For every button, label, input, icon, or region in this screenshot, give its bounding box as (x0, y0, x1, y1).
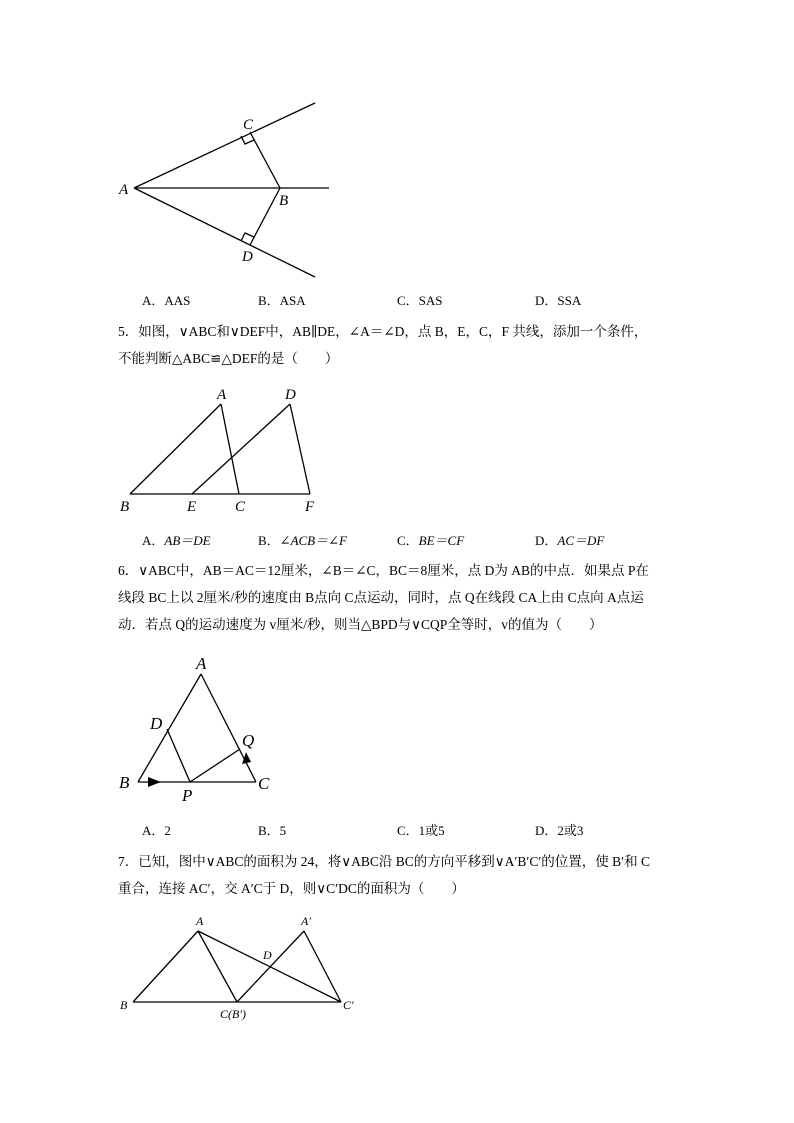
q4-figure (110, 95, 350, 285)
q6-arrow-bc-icon (148, 777, 161, 787)
q4-option-d[interactable]: D．SSA (535, 293, 582, 308)
q7-label-C-prime: C′ (343, 998, 354, 1012)
q6-label-B: B (119, 773, 130, 792)
q7-label-D: D (263, 948, 272, 962)
q5-option-c[interactable]: C．BE＝CF (397, 533, 465, 548)
q5-label-C: C (235, 499, 246, 515)
q7-label-A-prime: A′ (301, 914, 311, 928)
q6-label-P: P (182, 786, 193, 805)
q6-line-2: 线段 BC上以 2厘米/秒的速度由 B点向 C点运动，同时，点 Q在线段 CA上由 C点向 A点运 (118, 590, 644, 605)
q6-line-1: 6．∨ABC中，AB＝AC＝12厘米，∠B＝∠C，BC＝8厘米，点 D为 AB的中点．如果点 P在 (118, 563, 649, 578)
q5-label-B: B (120, 499, 130, 515)
q6-options (142, 820, 742, 840)
q6-line-3: 动．若点 Q的运动速度为 v厘米/秒，则当△BPD与∨CQP全等时，v的值为（ ） (118, 617, 603, 632)
q5-label-A: A (217, 387, 227, 403)
q6-stem (118, 557, 684, 638)
q5-option-b[interactable]: B．∠ACB＝∠F (258, 533, 347, 548)
q4-label-D: D (242, 249, 253, 265)
q4-option-a[interactable]: A．AAS (142, 293, 191, 308)
q4-option-c[interactable]: C．SAS (397, 293, 443, 308)
q6-label-Q: Q (242, 731, 255, 750)
q4-label-A: A (119, 182, 129, 198)
q7-figure (112, 910, 372, 1025)
q5-figure (110, 380, 340, 520)
q6-option-a[interactable]: A．2 (142, 823, 171, 838)
q7-line-1: 7．已知，图中∨ABC的面积为 24，将∨ABC沿 BC的方向平移到∨A′B′C′的位置，使 B′和 C (118, 854, 650, 869)
q5-options (142, 530, 742, 550)
q5-option-d[interactable]: D．AC＝DF (535, 533, 605, 548)
q6-option-d[interactable]: D．2或3 (535, 823, 584, 838)
q5-option-a[interactable]: A．AB＝DE (142, 533, 211, 548)
q6-label-D: D (150, 714, 163, 733)
q4-option-b[interactable]: B．ASA (258, 293, 306, 308)
q5-label-E: E (187, 499, 197, 515)
q5-label-F: F (305, 499, 315, 515)
q4-label-C: C (243, 117, 254, 133)
q5-line-2: 不能判断△ABC≌△DEF的是（ ） (118, 351, 339, 366)
q7-stem (118, 848, 684, 902)
q6-label-A: A (196, 654, 207, 673)
q6-option-c[interactable]: C．1或5 (397, 823, 445, 838)
q7-line-2: 重合，连接 AC′，交 A′C于 D，则∨C′DC的面积为（ ） (118, 881, 465, 896)
q6-option-b[interactable]: B．5 (258, 823, 287, 838)
q4-options (142, 290, 742, 310)
q7-label-B: B (120, 998, 128, 1012)
q7-label-A: A (196, 914, 204, 928)
q6-figure (112, 652, 292, 805)
q4-label-B: B (279, 193, 289, 209)
q5-stem (118, 318, 684, 372)
q7-label-C-B-prime: C(B′) (220, 1007, 246, 1021)
q5-label-D: D (285, 387, 296, 403)
q6-label-C: C (258, 774, 270, 793)
q5-line-1: 5．如图，∨ABC和∨DEF中，AB∥DE，∠A＝∠D，点 B，E，C，F 共线，添加一个条件， (118, 324, 648, 339)
